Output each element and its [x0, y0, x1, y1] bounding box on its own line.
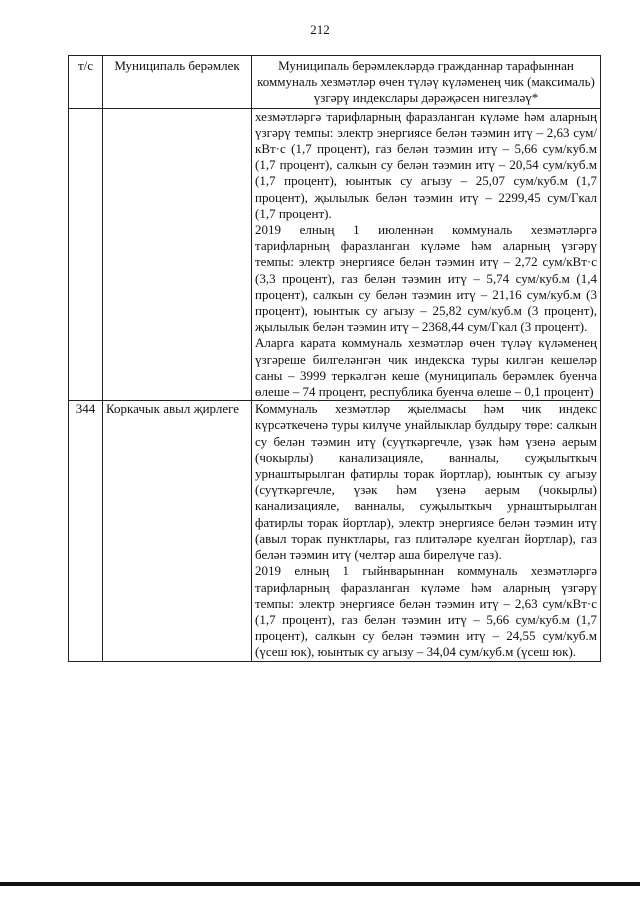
page-number: 212: [310, 22, 330, 37]
header-number: т/с: [69, 56, 103, 109]
row-number: [69, 108, 103, 401]
bottom-rule: [0, 882, 640, 886]
table-row: [69, 108, 601, 401]
description-paragraph: Коммуналь хезмәтләр җыелмасы һәм чик индекс күрсәткеченә туры килүче унайлыклар булдыру төре: салкын су белән тәэмин итү (суүткәргечле, үзәк һәм үзенә аерым (чокырлы) канализацияле, ванналы, суҗылыткыч урнаштырылган фатирлы торак йортлар), юынтык су агызу (суүткәргечле, үзәк һәм үзенә аерым (чокырлы) канализацияле, ванналы, суҗылыткыч урнаштырылган фатирлы торак йортлар), электр энергиясе белән тәэмин итү (авыл торак пунктлары, газ плитәләре куелган йортлар), газ белән тәэмин итү (челтәр аша бирелүче газ).: [255, 401, 597, 563]
row-description: [252, 401, 601, 661]
tariff-table: [68, 55, 601, 662]
header-municipality: Муниципаль берәмлек: [103, 56, 252, 109]
table-header-row: [69, 56, 601, 109]
table-row: [69, 401, 601, 661]
row-description: [252, 108, 601, 401]
description-paragraph: хезмәтләргә тарифларның фаразланган күләме һәм аларның үзгәрү темпы: электр энергиясе белән тәэмин итү – 2,63 сум/кВт·с (1,7 процент), газ белән тәэмин итү – 5,66 сум/куб.м (1,7 процент), салкын су белән тәэмин итү – 20,54 сум/куб.м (1,7 процент), юынтык су агызу – 25,07 сум/куб.м (1,7 процент), җылылык белән тәэмин итү – 2299,45 сум/Гкал (1,7 процент).: [255, 108, 597, 221]
row-municipality: Коркачык авыл җирлеге: [103, 401, 252, 661]
header-description: Муниципаль берәмлекләрдә гражданнар тарафыннан коммуналь хезмәтләр өчен түләү күләменең чик (максималь) үзгәрү индекслары дәрәҗәсен нигезләү*: [252, 56, 601, 109]
row-municipality: [103, 108, 252, 401]
description-paragraph: Аларга карата коммуналь хезмәтләр өчен түләү күләменең үзгәреше билгеләнгән чик индекска туры килгән кешеләр саны – 3999 теркәлгән кеше (муниципаль берәмлек буенча өлеше – 74 процент, республика буенча өлеше – 0,1 процент): [255, 335, 597, 400]
description-paragraph: 2019 елның 1 июленнән коммуналь хезмәтләргә тарифларның фаразланган күләме һәм аларның үзгәрү темпы: электр энергиясе белән тәэмин итү – 2,72 сум/кВт·с (3,3 процент), газ белән тәэмин итү – 5,74 сум/куб.м (1,4 процент), салкын су белән тәэмин итү – 21,16 сум/куб.м (3 процент), юынтык су агызу – 25,82 сум/куб.м (3 процент), җылылык белән тәэмин итү – 2368,44 сум/Гкал (3 процент).: [255, 222, 597, 335]
description-paragraph: 2019 елның 1 гыйнварыннан коммуналь хезмәтләргә тарифларның фаразланган күләме һәм аларның үзгәрү темпы: электр энергиясе белән тәэмин итү – 2,63 сум/кВт·с (1,7 процент), газ белән тәэмин итү – 5,66 сум/куб.м (1,7 процент), салкын су белән тәэмин итү – 24,55 сум/куб.м (үсеш юк), юынтык су агызу – 34,04 сум/куб.м (үсеш юк).: [255, 563, 597, 660]
row-number: 344: [69, 401, 103, 661]
